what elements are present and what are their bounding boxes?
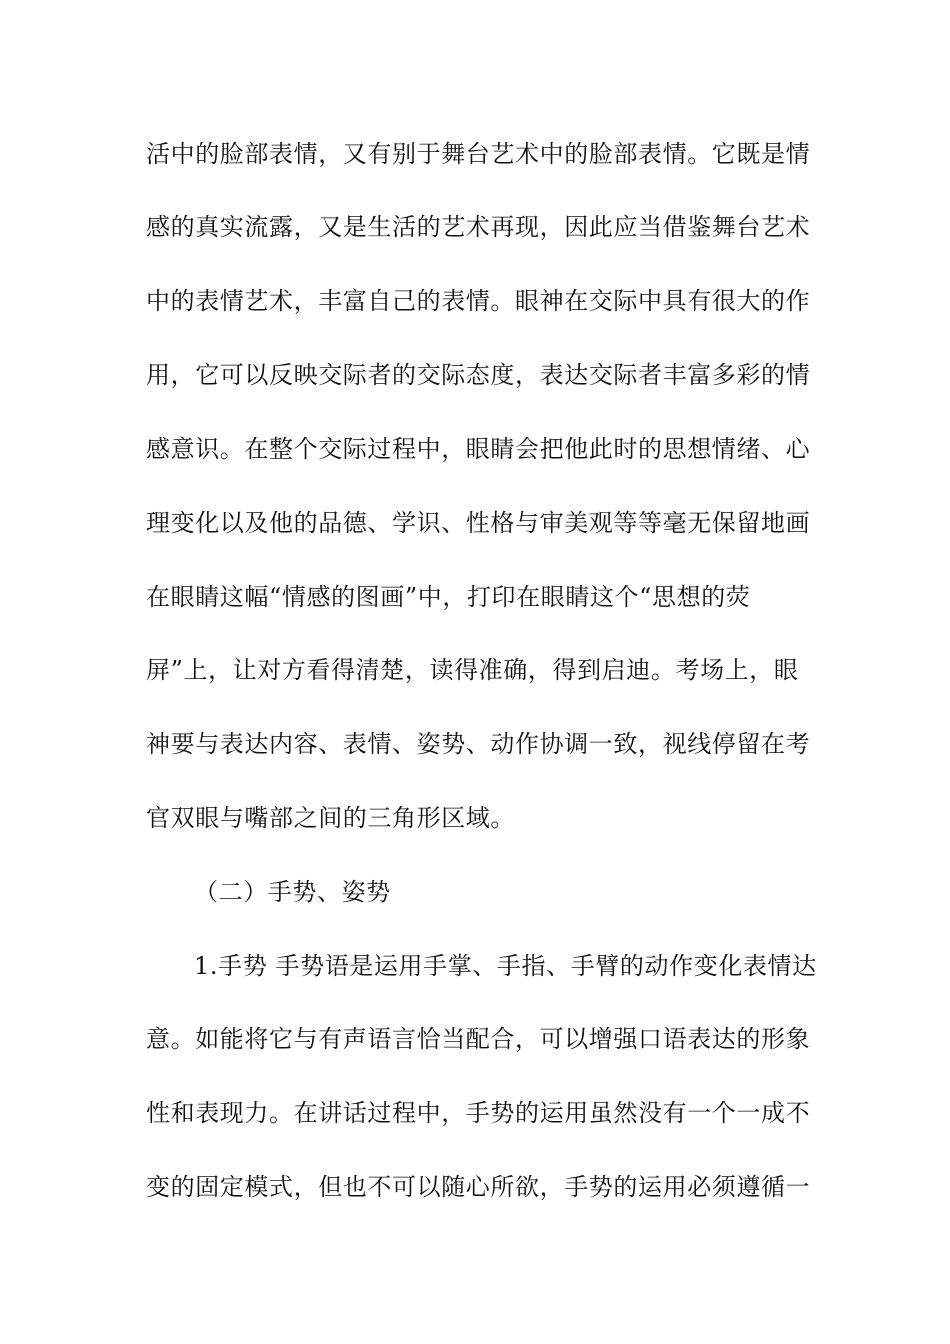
paragraph-line: 用，它可以反映交际者的交际态度，表达交际者丰富多彩的情 <box>146 361 811 389</box>
paragraph-line: 理变化以及他的品德、学识、性格与审美观等等毫无保留地画 <box>146 509 811 537</box>
paragraph-line: 神要与表达内容、表情、姿势、动作协调一致，视线停留在考 <box>146 730 811 758</box>
paragraph-line: 性和表现力。在讲话过程中，手势的运用虽然没有一个一成不 <box>146 1099 811 1127</box>
paragraph-line: 官双眼与嘴部之间的三角形区域。 <box>146 804 515 832</box>
paragraph-line: 1.手势 手势语是运用手掌、手指、手臂的动作变化表情达 <box>194 952 817 980</box>
paragraph-line: 感的真实流露，又是生活的艺术再现，因此应当借鉴舞台艺术 <box>146 213 811 241</box>
paragraph-line: 在眼睛这幅“情感的图画”中，打印在眼睛这个“思想的荧 <box>146 583 751 611</box>
paragraph-line: 意。如能将它与有声语言恰当配合，可以增强口语表达的形象 <box>146 1025 811 1053</box>
paragraph-line: 活中的脸部表情，又有别于舞台艺术中的脸部表情。它既是情 <box>146 140 811 168</box>
paragraph-line: 屏”上，让对方看得清楚，读得准确，得到启迪。考场上，眼 <box>146 656 799 684</box>
paragraph-line: 感意识。在整个交际过程中，眼睛会把他此时的思想情绪、心 <box>146 435 811 463</box>
section-heading: （二）手势、姿势 <box>194 878 391 906</box>
paragraph-line: 中的表情艺术，丰富自己的表情。眼神在交际中具有很大的作 <box>146 287 811 315</box>
paragraph-line: 变的固定模式，但也不可以随心所欲，手势的运用必须遵循一 <box>146 1173 811 1201</box>
